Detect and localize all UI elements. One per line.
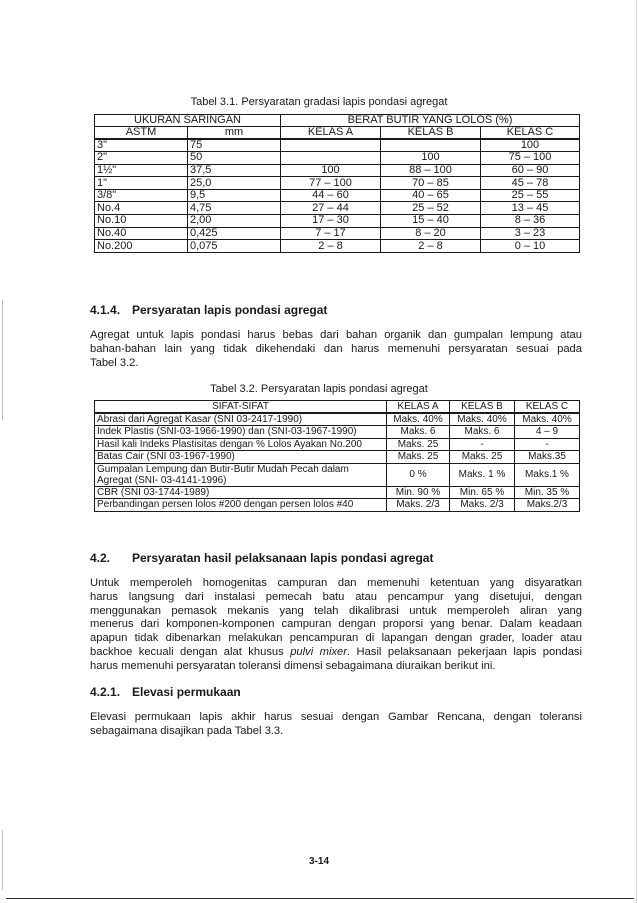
table-row (95, 177, 580, 190)
cell-b: Maks. 6 (450, 426, 515, 439)
bottom-rule (6, 898, 634, 899)
header-kelas-b: KELAS B (381, 127, 481, 140)
cell-b: Maks. 25 (450, 451, 515, 464)
cell-a: Maks. 25 (387, 438, 450, 451)
table-row (95, 215, 580, 228)
scan-mark (2, 300, 3, 420)
text-run: backhoe kecuali dengan alat khusus (90, 645, 291, 658)
cell-prop: Abrasi dari Agregat Kasar (SNI 03-2417-1990) (95, 413, 387, 426)
paragraph-42 (90, 577, 582, 674)
paragraph-line: Agregat untuk lapis pondasi harus bebas dari bahan organik dan gumpalan lempung atau (90, 329, 582, 341)
cell-b: 70 – 85 (381, 177, 481, 190)
cell-b: 8 – 20 (381, 227, 481, 240)
cell-a (281, 139, 381, 152)
paragraph-line: sebagaimana disajikan pada Tabel 3.3. (90, 724, 284, 737)
cell-c: Maks.35 (515, 451, 580, 464)
cell-astm: 1" (95, 177, 188, 190)
section-title: Elevasi permukaan (132, 685, 241, 699)
cell-mm: 4,75 (188, 202, 281, 215)
cell-a: 2 – 8 (281, 240, 381, 253)
paragraph-line: harus langsung dari instalasi pemecah batu atau pencampur yang disetujui, dengan (90, 590, 582, 603)
section-number: 4.2.1. (90, 685, 121, 699)
table-row (95, 240, 580, 253)
table-row (95, 189, 580, 202)
cell-prop: Perbandingan persen lolos #200 dengan persen lolos #40 (95, 499, 387, 512)
cell-b: Maks. 1 % (450, 463, 515, 486)
cell-b: 15 – 40 (381, 215, 481, 228)
cell-astm: No.40 (95, 227, 188, 240)
gradation-table (94, 114, 580, 253)
cell-c: Maks.1 % (515, 463, 580, 486)
cell-mm: 9,5 (188, 189, 281, 202)
cell-prop: CBR (SNI 03-1744-1989) (95, 486, 387, 499)
cell-astm: 1½" (95, 164, 188, 177)
paragraph-line: menggunakan pemasok mekanis yang telah dikalibrasi untuk memperoleh aliran yang (90, 604, 582, 617)
paragraph-414 (90, 329, 582, 370)
cell-mm: 37,5 (188, 164, 281, 177)
cell-a: Maks. 40% (387, 413, 450, 426)
page-number: 3-14 (308, 856, 329, 867)
cell-c: Min. 35 % (515, 486, 580, 499)
section-title: Persyaratan lapis pondasi agregat (132, 303, 328, 317)
paragraph-421 (90, 711, 582, 739)
cell-b: Min. 65 % (450, 486, 515, 499)
paragraph-line: Elevasi permukaan lapis akhir harus sesuai dengan Gambar Rencana, dengan toleransi (90, 711, 582, 723)
header-berat-butir: BERAT BUTIR YANG LOLOS (%) (281, 115, 580, 127)
table-row (95, 139, 580, 152)
paragraph-line: bahan-bahan lain yang tidak dikehendaki dan harus memenuhi persyaratan sesuai pada (90, 342, 582, 355)
text-run: . Hasil pelaksanaan pekerjaan lapis pondasi (347, 645, 582, 658)
header-mm: mm (188, 127, 281, 140)
section-number: 4.1.4. (90, 303, 121, 317)
cell-c: 0 – 10 (481, 240, 580, 253)
cell-b: 88 – 100 (381, 164, 481, 177)
cell-mm: 0,425 (188, 227, 281, 240)
cell-c: 3 – 23 (481, 227, 580, 240)
header-astm: ASTM (95, 127, 188, 140)
cell-c: Maks.2/3 (515, 499, 580, 512)
cell-a (281, 152, 381, 165)
table1-caption: Tabel 3.1. Persyaratan gradasi lapis pondasi agregat (190, 96, 448, 108)
table-row (95, 451, 580, 464)
cell-prop: Gumpalan Lempung dan Butir-Butir Mudah Pecah dalam Agregat (SNI- 03-4141-1996) (95, 463, 387, 486)
section-heading-421 (90, 685, 241, 699)
cell-astm: No.4 (95, 202, 188, 215)
cell-b: 100 (381, 152, 481, 165)
header-kelas-a: KELAS A (281, 127, 381, 140)
section-heading-414 (90, 303, 327, 317)
cell-astm: No.200 (95, 240, 188, 253)
header-ukuran-saringan: UKURAN SARINGAN (95, 115, 281, 127)
cell-b: - (450, 438, 515, 451)
cell-c: 25 – 55 (481, 189, 580, 202)
cell-b: 25 – 52 (381, 202, 481, 215)
table-row (95, 486, 580, 499)
header-kelas-a: KELAS A (387, 401, 450, 414)
paragraph-line: menerus dari komponen-komponen campuran dengan proporsi yang benar. Dalam keadaan (90, 618, 582, 631)
table-row (95, 426, 580, 439)
cell-b: 2 – 8 (381, 240, 481, 253)
cell-a: Maks. 6 (387, 426, 450, 439)
cell-a: 77 – 100 (281, 177, 381, 190)
cell-mm: 75 (188, 139, 281, 152)
header-kelas-c: KELAS C (515, 401, 580, 414)
cell-a: Min. 90 % (387, 486, 450, 499)
cell-b: 40 – 65 (381, 189, 481, 202)
cell-a: Maks. 25 (387, 451, 450, 464)
cell-prop: Hasil kali Indeks Plastisitas dengan % Lolos Ayakan No.200 (95, 438, 387, 451)
paragraph-line: Tabel 3.2. (90, 356, 139, 369)
page-edge (636, 0, 637, 903)
header-kelas-c: KELAS C (481, 127, 580, 140)
table-row (95, 164, 580, 177)
table-row (95, 463, 580, 486)
cell-b (381, 139, 481, 152)
section-number: 4.2. (90, 551, 111, 565)
cell-prop: Indek Plastis (SNI-03-1966-1990) dan (SNI-03-1967-1990) (95, 426, 387, 439)
cell-c: 13 – 45 (481, 202, 580, 215)
cell-astm: 3" (95, 139, 188, 152)
cell-a: 0 % (387, 463, 450, 486)
header-kelas-b: KELAS B (450, 401, 515, 414)
table-row (95, 227, 580, 240)
cell-a: Maks. 2/3 (387, 499, 450, 512)
cell-a: 100 (281, 164, 381, 177)
cell-c: Maks. 40% (515, 413, 580, 426)
cell-b: Maks. 2/3 (450, 499, 515, 512)
cell-astm: 2" (95, 152, 188, 165)
properties-table (94, 400, 580, 512)
cell-b: Maks. 40% (450, 413, 515, 426)
section-heading-42 (90, 551, 433, 565)
cell-c: 60 – 90 (481, 164, 580, 177)
cell-prop: Batas Cair (SNI 03-1967-1990) (95, 451, 387, 464)
cell-c: 45 – 78 (481, 177, 580, 190)
header-sifat: SIFAT-SIFAT (95, 401, 387, 414)
paragraph-line: apapun tidak dibenarkan melakukan pencampuran di lapangan dengan grader, loader atau (90, 632, 582, 645)
paragraph-line: harus memenuhi persyaratan toleransi dimensi sebagaimana diuraikan berikut ini. (90, 659, 496, 672)
cell-astm: No.10 (95, 215, 188, 228)
cell-a: 17 – 30 (281, 215, 381, 228)
cell-mm: 25,0 (188, 177, 281, 190)
cell-c: - (515, 438, 580, 451)
table-row (95, 202, 580, 215)
table-row (95, 438, 580, 451)
cell-mm: 2,00 (188, 215, 281, 228)
paragraph-line (90, 646, 582, 660)
table2-caption: Tabel 3.2. Persyaratan lapis pondasi agregat (210, 383, 428, 395)
table-row (95, 152, 580, 165)
italic-term: pulvi mixer (290, 645, 347, 658)
section-title: Persyaratan hasil pelaksanaan lapis pondasi agregat (132, 551, 434, 565)
cell-astm: 3/8" (95, 189, 188, 202)
paragraph-line: Untuk memperoleh homogenitas campuran dan memenuhi ketentuan yang disyaratkan (90, 577, 582, 589)
cell-mm: 50 (188, 152, 281, 165)
cell-c: 4 – 9 (515, 426, 580, 439)
cell-c: 8 – 36 (481, 215, 580, 228)
table-row (95, 499, 580, 512)
cell-a: 27 – 44 (281, 202, 381, 215)
cell-c: 100 (481, 139, 580, 152)
cell-c: 75 – 100 (481, 152, 580, 165)
cell-a: 7 – 17 (281, 227, 381, 240)
cell-mm: 0,075 (188, 240, 281, 253)
cell-a: 44 – 60 (281, 189, 381, 202)
table-row (95, 413, 580, 426)
